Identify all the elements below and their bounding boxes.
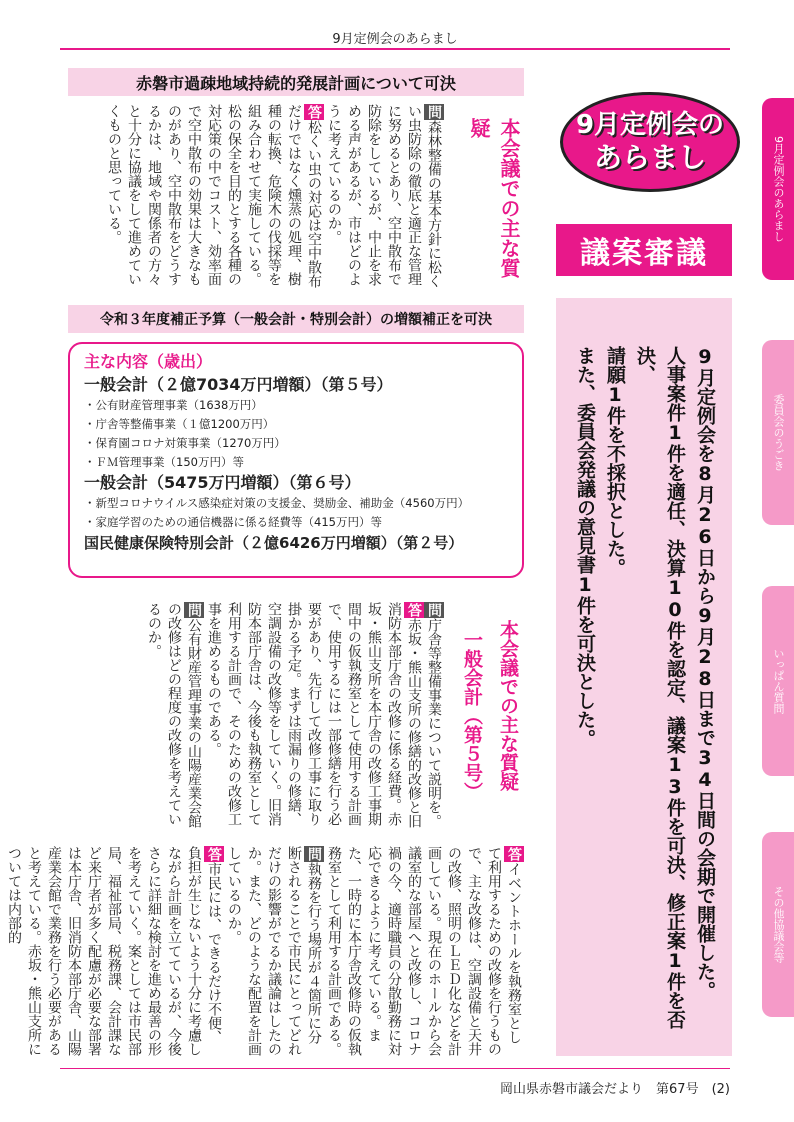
bullet-item: ・庁舎等整備事業（１億1200万円） (84, 417, 275, 431)
plan-question: 森林整備の基本方針に松くい虫防除の徹底と適正な管理に努めるとあり、空中散布で防除をしているが、中止を求める声があるが、市はどのように考えているのか。 (326, 104, 442, 288)
footer (420, 1078, 730, 1097)
nhi-heading: 国民健康保険特別会計（２億6426万円増額）（第２号） (84, 534, 464, 552)
header-rule (60, 48, 730, 50)
plan-banner (68, 68, 524, 96)
side-tab-other-councils[interactable] (762, 832, 794, 1017)
question-mark-icon: 問 (426, 105, 442, 119)
side-tab-committee[interactable] (762, 340, 794, 525)
title-badge (560, 92, 740, 192)
qa-heading-2 (452, 630, 486, 830)
budget-banner (68, 305, 524, 333)
side-tab-general-questions[interactable] (762, 586, 794, 776)
plan-banner-text: 赤磐市過疎地域持続的発展計画について可決 (136, 73, 456, 93)
running-header (60, 28, 730, 50)
answer-mark-icon: 答 (406, 603, 422, 617)
question-mark-icon: 問 (186, 603, 202, 617)
side-tab-label: いっぱん質問 (772, 648, 785, 714)
qa-body-upper (78, 602, 444, 836)
qa-question-3: 執務を行う場所が４箇所に分断されることで市民にとってどれだけの影響がでるか議論はしたのか。また、どのような配置を計画しているのか。 (226, 846, 322, 1056)
qa-body-lower (6, 846, 524, 1056)
footer-rule (60, 1068, 730, 1069)
intro-text (570, 346, 720, 1046)
bullet-item: ・公有財産管理事業（1638万円） (84, 398, 263, 412)
budget-box (68, 342, 524, 578)
intro-line-3: 請願1件を不採択とした。 (604, 346, 626, 577)
general-account-5-heading: 一般会計（２億7034万円増額）（第５号） (84, 375, 393, 394)
qa-heading-1-text: 本会議での主な質疑 (497, 620, 519, 791)
title-badge-line2: あらまし (593, 141, 706, 174)
side-tab-label: その他協議会等 (772, 886, 785, 963)
side-tab-label: 委員会のうごき (772, 394, 785, 471)
qa-question-1: 庁舎等整備事業について説明を。 (426, 618, 442, 828)
footer-text: 岡山県赤磐市議会だより 第67号 (2) (500, 1082, 730, 1097)
qa-answer-2: イベントホールを執務室として利用するための改修を行うもので、主な改修は、空調設備と天井の改修、照明のＬＥＤ化などを計画している。現在のホールから会議室的な部屋へと改修し、コロナ禍の今、適時職員の分散勤務に対応できるように考えている。また、一時的に本庁舎改修時の仮執務室として利用する計画である。 (326, 846, 522, 1056)
answer-mark-icon: 答 (306, 105, 322, 119)
plan-heading-text: 本会議での主な質疑 (467, 118, 521, 278)
qa-heading-1 (488, 620, 522, 840)
section-label-box (556, 224, 732, 276)
plan-answer: 松くい虫の対応は空中散布だけではなく燻蒸の処理、樹種の転換、危険木の伐採等を組み合わせて実施している。松の保全を目的とする各種の対応策の中でコスト、効率面で空中散布の効果は大きなものがあり、空中散布をどうするかは、地域や関係者の方々と十分に協議をして進めていくものと思っている。 (106, 104, 322, 288)
plan-heading (454, 118, 524, 278)
question-mark-icon: 問 (426, 603, 442, 617)
section-label: 議案審議 (580, 236, 708, 271)
question-mark-icon: 問 (306, 847, 322, 861)
bullet-item: ・新型コロナウイルス感染症対策の支援金、奨励金、補助金（4560万円） (84, 496, 470, 510)
answer-mark-icon: 答 (506, 847, 522, 861)
answer-mark-icon: 答 (206, 847, 222, 861)
plan-qa-text (92, 104, 444, 290)
intro-line-2: 人事案件1件を適任、決算10件を認定、議案13件を可決、修正案1件を否決、 (634, 346, 686, 1029)
intro-line-1: 9月定例会を8月26日から9月28日まで34日間の会期で開催した。 (694, 346, 716, 1000)
bullet-item: ・保育園コロナ対策事業（1270万円） (84, 436, 286, 450)
side-tab-september-session[interactable] (762, 98, 794, 280)
qa-heading-2-text: 一般会計（第５号） (461, 630, 483, 801)
side-tab-label: 9月定例会のあらまし (772, 136, 785, 242)
bullet-item: ・ＦＭ管理事業（150万円）等 (84, 455, 244, 469)
budget-banner-text: 令和３年度補正予算（一般会計・特別会計）の増額補正を可決 (100, 312, 492, 328)
budget-box-title: 主な内容（歳出） (84, 352, 213, 371)
qa-answer-3: 市民には、できるだけ不便、負担が生じないよう十分に考慮しながら計画を立てているが、今後さらに詳細な検討を進め最善の形を考えていく。案としては市民部局、福祉部局、税務課、会計課など来庁者が多く配慮が必要な部署は本庁舎、旧消防本部庁舎、山陽産業会館で業務を行う必要があると考えている。赤坂・熊山支所については内部的 (6, 846, 222, 1056)
intro-line-4: また、委員会発議の意見書1件を可決とした。 (574, 346, 596, 748)
title-badge-line1: 9月定例会の (575, 110, 725, 140)
qa-answer-1: 赤坂・熊山支所の修繕的改修と旧消防本部庁舎の改修に係る経費。赤坂・熊山支所を本庁舎の改修工事期間中の仮執務室として使用する計画で、使用するには一部修繕を行う必要があり、先行して改修工事に取り掛かる予定。まずは雨漏りの修繕、空調設備の改修等をしていく。旧消防本部庁舎は、今後も執務室として利用する計画で、そのための改修工事を進めるものである。 (206, 602, 422, 828)
bullet-item: ・家庭学習のための通信機器に係る経費等（415万円）等 (84, 515, 382, 529)
general-account-6-heading: 一般会計（5475万円増額）（第６号） (84, 473, 361, 492)
running-title: 9月定例会のあらまし (332, 32, 458, 47)
qa-question-2: 公有財産管理事業の山陽産業会館の改修はどの程度の改修を考えているのか。 (146, 602, 202, 828)
